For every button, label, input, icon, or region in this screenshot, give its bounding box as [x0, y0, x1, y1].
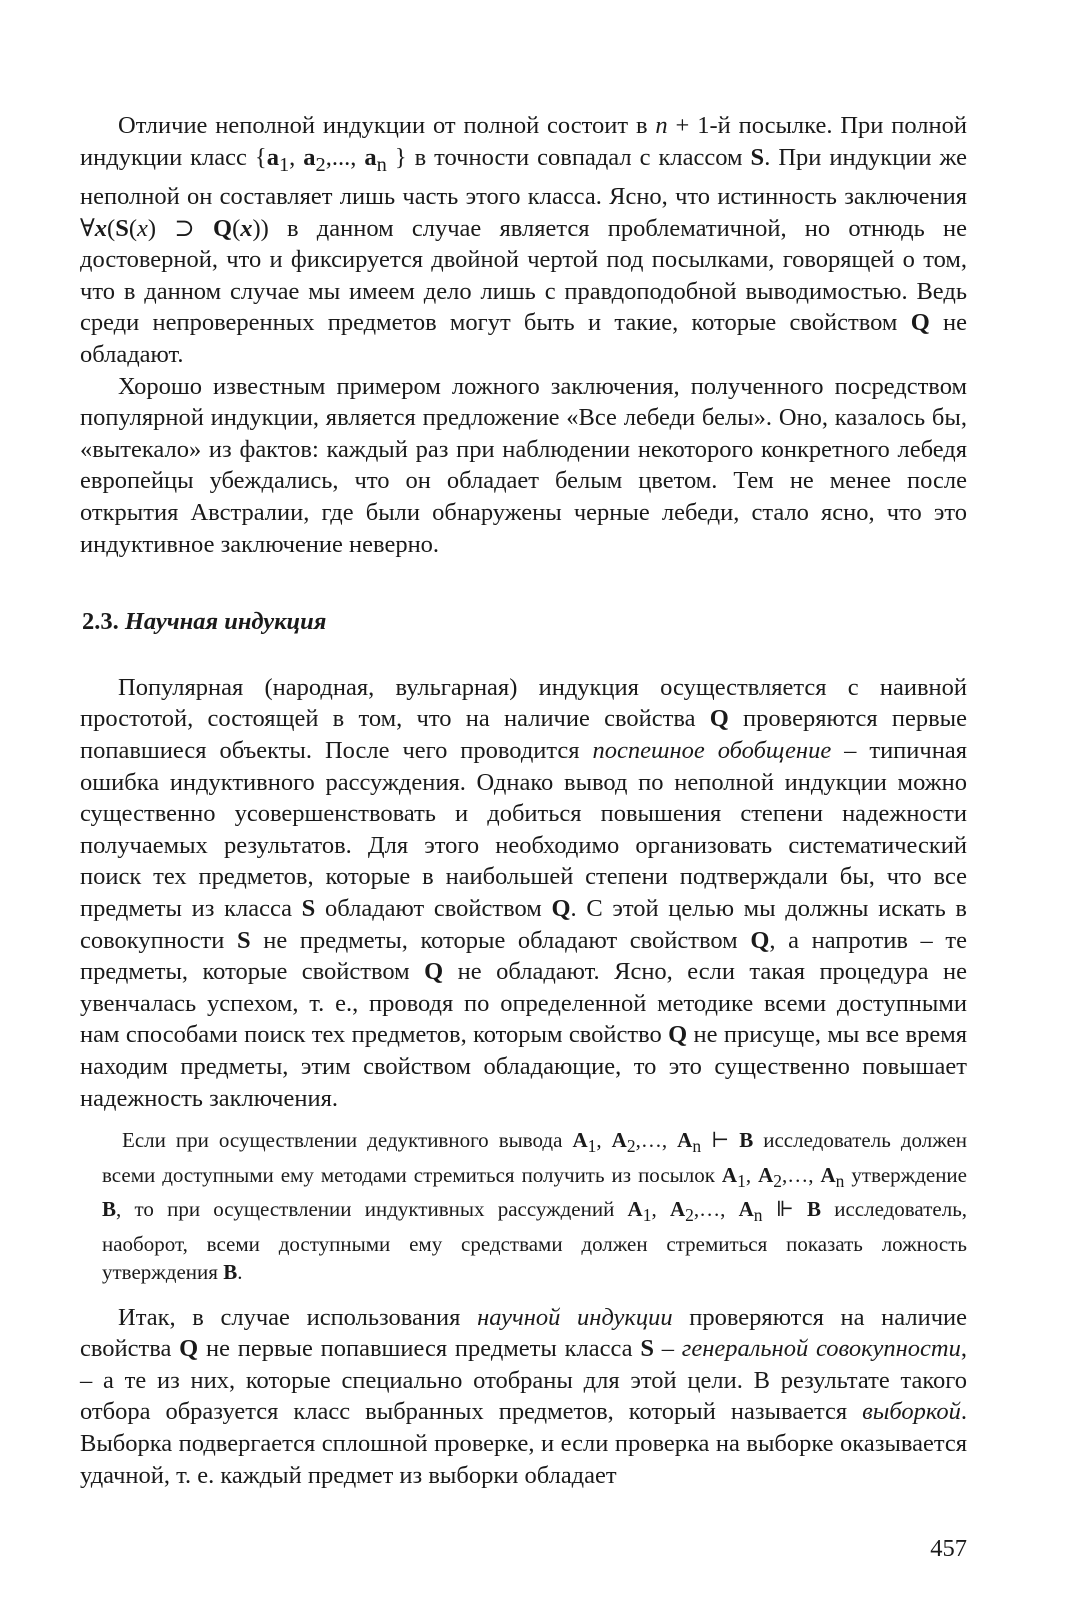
paragraph-swan-example: Хорошо известным примером ложного заключения, полученного посредством популярной индукции, является предложение «Все лебеди белы». Оно, казалось бы, «вытекало» из фактов: каждый раз при наблюдении некоторого конкретного лебедя европейцы убеждались, что он обладает белым цветом. Тем не менее после открытия Австралии, где были обнаружены черные лебеди, стало ясно, что это индуктивное заключение неверно. — [80, 372, 967, 558]
page-number: 457 — [930, 1535, 967, 1562]
section-title: Научная индукция — [124, 608, 327, 636]
section-number: 2.3. — [82, 608, 119, 636]
small-print-note: Если при осуществлении дедуктивного вывода $A_1$, $A_2,\dots$, $A_n$ ⊢ B исследователь должен всеми доступными ему методами стремиться получить из посылок $A_1$, $A_2,\dots$, $A_n$ утверждение B, то при осуществлении индуктивных рассуждений $A_1$, $A_2,\dots$, $A_n$ ⊩ B исследователь, наоборот, всеми доступными ему средствами должен стремиться показать ложность утверждения B. — [102, 1128, 968, 1285]
paragraph-popular-induction: Популярная (народная, вульгарная) индукция осуществляется с наивной простотой, состоящей в том, что на наличие свойства Q проверяются первые попавшиеся объекты. После чего проводится поспешное обобщение – типичная ошибка индуктивного рассуждения. Однако вывод по неполной индукции можно существенно усовершенствовать и добиться повышения степени надежности получаемых результатов. Для этого необходимо организовать систематический поиск тех предметов, которые в наибольшей степени подтверждали бы, что все предметы из класса S обладают свойством Q. С этой целью мы должны искать в совокупности S не предметы, которые обладают свойством Q, а напротив – те предметы, которые свойством Q не обладают. Ясно, если такая процедура не увенчалась успехом, т. е., проводя по определенной методике всеми доступными нам способами поиск тех предметов, которым свойство Q не присуще, мы все время находим предметы, этим свойством обладающие, то это существенно повышает надежность заключения. — [80, 673, 968, 1112]
paragraph-scientific-induction: Итак, в случае использования научной индукции проверяются на наличие свойства Q не первые попавшиеся предметы класса S – генеральной совокупности, – а те из них, которые специально отобраны для этой цели. В результате такого отбора образуется класс выбранных предметов, который называется выборкой. Выборка подвергается сплошной проверке, и если проверка на выборке оказывается удачной, т. е. каждый предмет из выборки обладает — [80, 1303, 967, 1489]
section-heading — [80, 606, 967, 638]
page-content — [80, 110, 967, 1491]
paragraph-incomplete-induction: Отличие неполной индукции от полной состоит в n + 1-й посылке. При полной индукции класс {$a_1$, $a_2$,..., $a_n$ } в точности совпадал с классом S. При индукции же неполной он составляет лишь часть этого класса. Ясно, что истинность заключения ∀x(S(x) ⊃ Q(x)) в данном случае является проблематичной, но отнюдь не достоверной, что и фиксируется двойной чертой под посылками, говорящей о том, что в данном случае мы имеем дело лишь с правдоподобной выводимостью. Ведь среди непроверенных предметов могут быть и такие, которые свойством Q не обладают. — [80, 112, 968, 369]
